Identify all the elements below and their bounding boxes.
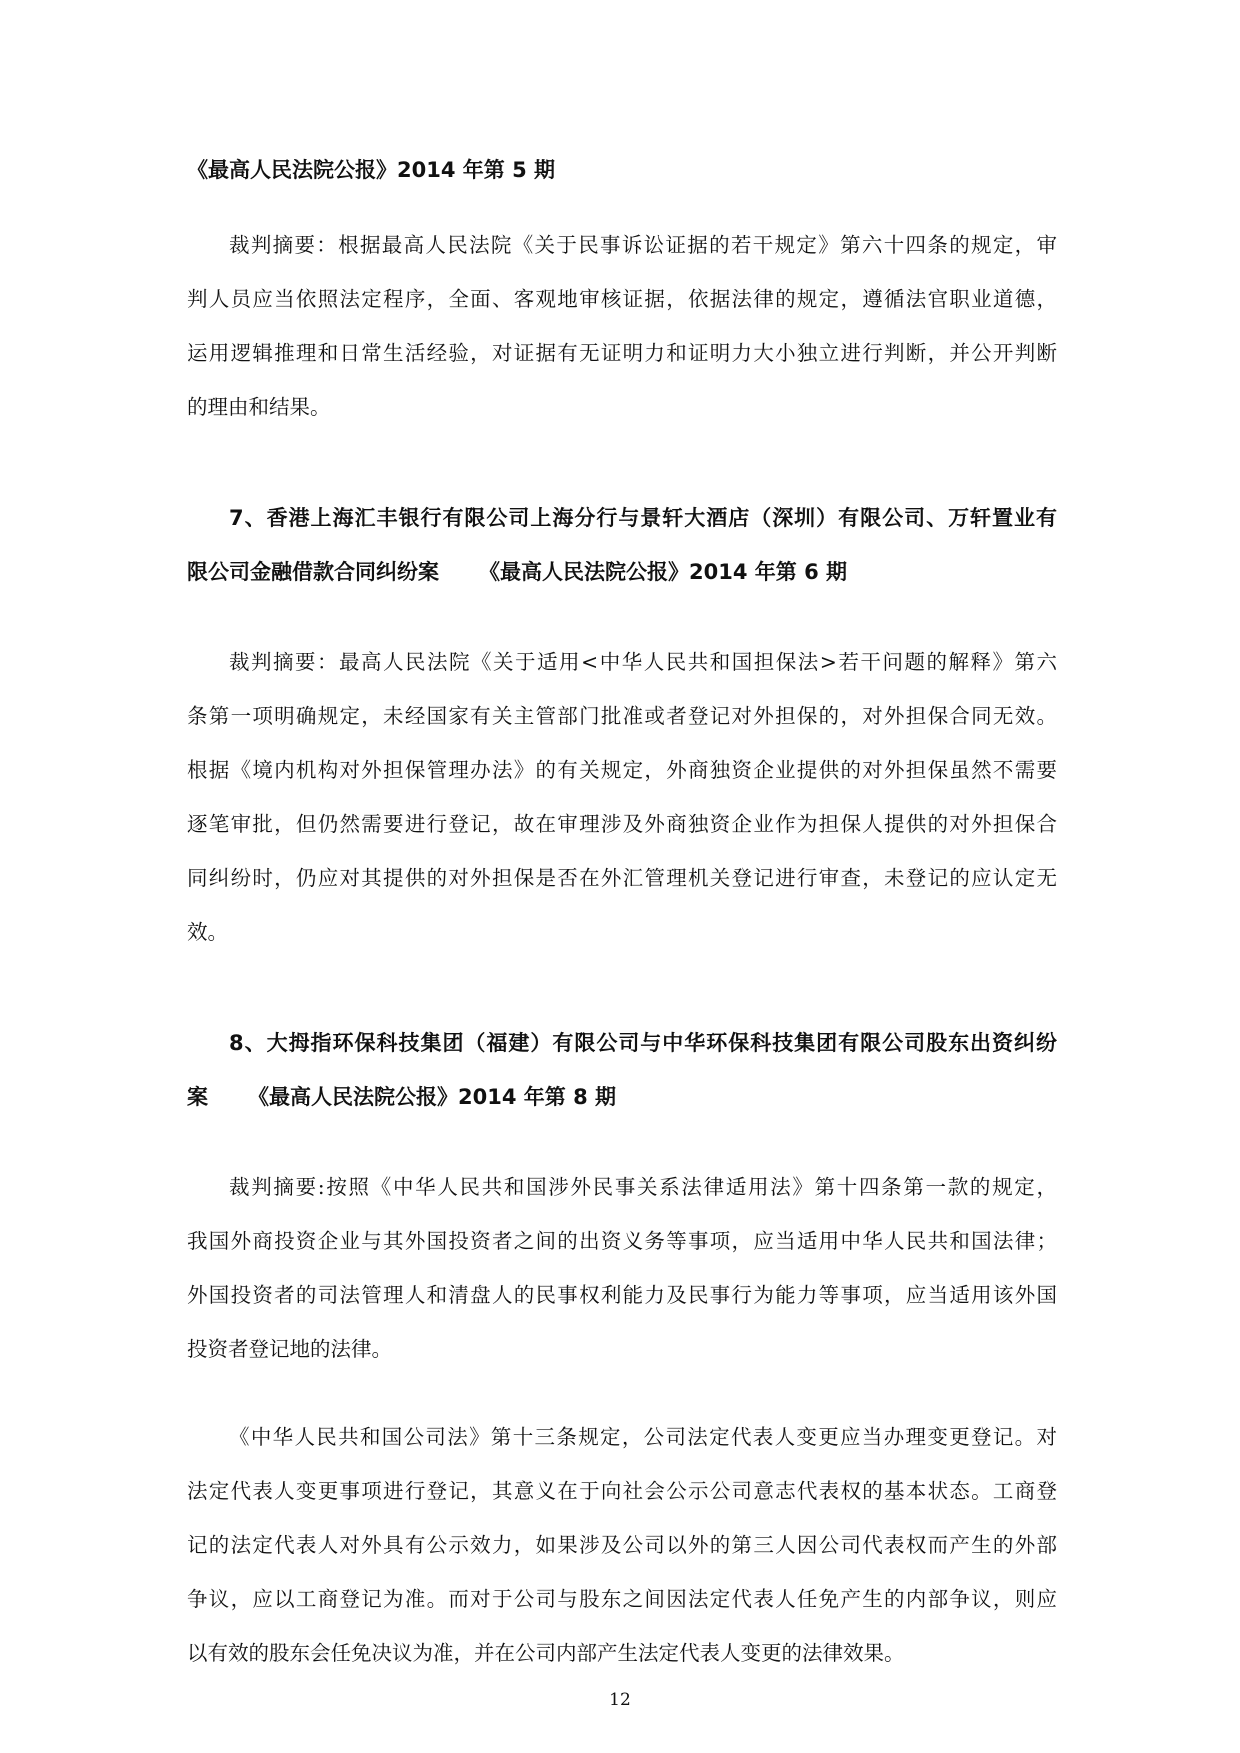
paragraph-line: 争议，应以工商登记为准。而对于公司与股东之间因法定代表人任免产生的内部争议，则应	[187, 1587, 1057, 1611]
case-8-title-line-2	[187, 1087, 616, 1108]
case-7-title-line-1: 7、香港上海汇丰银行有限公司上海分行与景轩大酒店（深圳）有限公司、万轩置业有	[229, 506, 1057, 530]
case-8-title-line-1: 8、大拇指环保科技集团（福建）有限公司与中华环保科技集团有限公司股东出资纠纷	[229, 1031, 1057, 1055]
paragraph-line: 运用逻辑推理和日常生活经验，对证据有无证明力和证明力大小独立进行判断，并公开判断	[187, 341, 1057, 365]
paragraph-line: 外国投资者的司法管理人和清盘人的民事权利能力及民事行为能力等事项，应当适用该外国	[187, 1283, 1057, 1307]
case-7-source: 《最高人民法院公报》2014 年第 6 期	[479, 560, 847, 584]
paragraph-line: 的理由和结果。	[187, 395, 331, 419]
paragraph-line: 裁判摘要：根据最高人民法院《关于民事诉讼证据的若干规定》第六十四条的规定，审	[229, 233, 1057, 257]
paragraph-line: 投资者登记地的法律。	[187, 1337, 392, 1361]
paragraph-line: 判人员应当依照法定程序，全面、客观地审核证据，依据法律的规定，遵循法官职业道德，	[187, 287, 1057, 311]
paragraph-line: 根据《境内机构对外担保管理办法》的有关规定，外商独资企业提供的对外担保虽然不需要	[187, 758, 1057, 782]
case-7-title-end: 限公司金融借款合同纠纷案	[187, 560, 439, 584]
case-8-source: 《最高人民法院公报》2014 年第 8 期	[248, 1085, 616, 1109]
paragraph-line: 裁判摘要：最高人民法院《关于适用<中华人民共和国担保法>若干问题的解释》第六	[229, 650, 1057, 674]
paragraph-line: 裁判摘要:按照《中华人民共和国涉外民事关系法律适用法》第十四条第一款的规定，	[229, 1175, 1057, 1199]
paragraph-line: 《中华人民共和国公司法》第十三条规定，公司法定代表人变更应当办理变更登记。对	[229, 1425, 1057, 1449]
source-heading-text: 《最高人民法院公报》2014 年第 5 期	[187, 158, 555, 182]
paragraph-line: 效。	[187, 920, 228, 944]
page-number: 12	[609, 1690, 631, 1710]
paragraph-line: 以有效的股东会任免决议为准，并在公司内部产生法定代表人变更的法律效果。	[187, 1641, 905, 1665]
paragraph-line: 法定代表人变更事项进行登记，其意义在于向社会公示公司意志代表权的基本状态。工商登	[187, 1479, 1057, 1503]
paragraph-line: 同纠纷时，仍应对其提供的对外担保是否在外汇管理机关登记进行审查，未登记的应认定无	[187, 866, 1057, 890]
paragraph-line: 我国外商投资企业与其外国投资者之间的出资义务等事项，应当适用中华人民共和国法律；	[187, 1229, 1057, 1253]
source-heading	[187, 160, 1057, 181]
case-8-title-end: 案	[187, 1085, 208, 1109]
paragraph-line: 逐笔审批，但仍然需要进行登记，故在审理涉及外商独资企业作为担保人提供的对外担保合	[187, 812, 1057, 836]
paragraph-line: 条第一项明确规定，未经国家有关主管部门批准或者登记对外担保的，对外担保合同无效。	[187, 704, 1057, 728]
case-7-title-line-2	[187, 562, 847, 583]
paragraph-line: 记的法定代表人对外具有公示效力，如果涉及公司以外的第三人因公司代表权而产生的外部	[187, 1533, 1057, 1557]
